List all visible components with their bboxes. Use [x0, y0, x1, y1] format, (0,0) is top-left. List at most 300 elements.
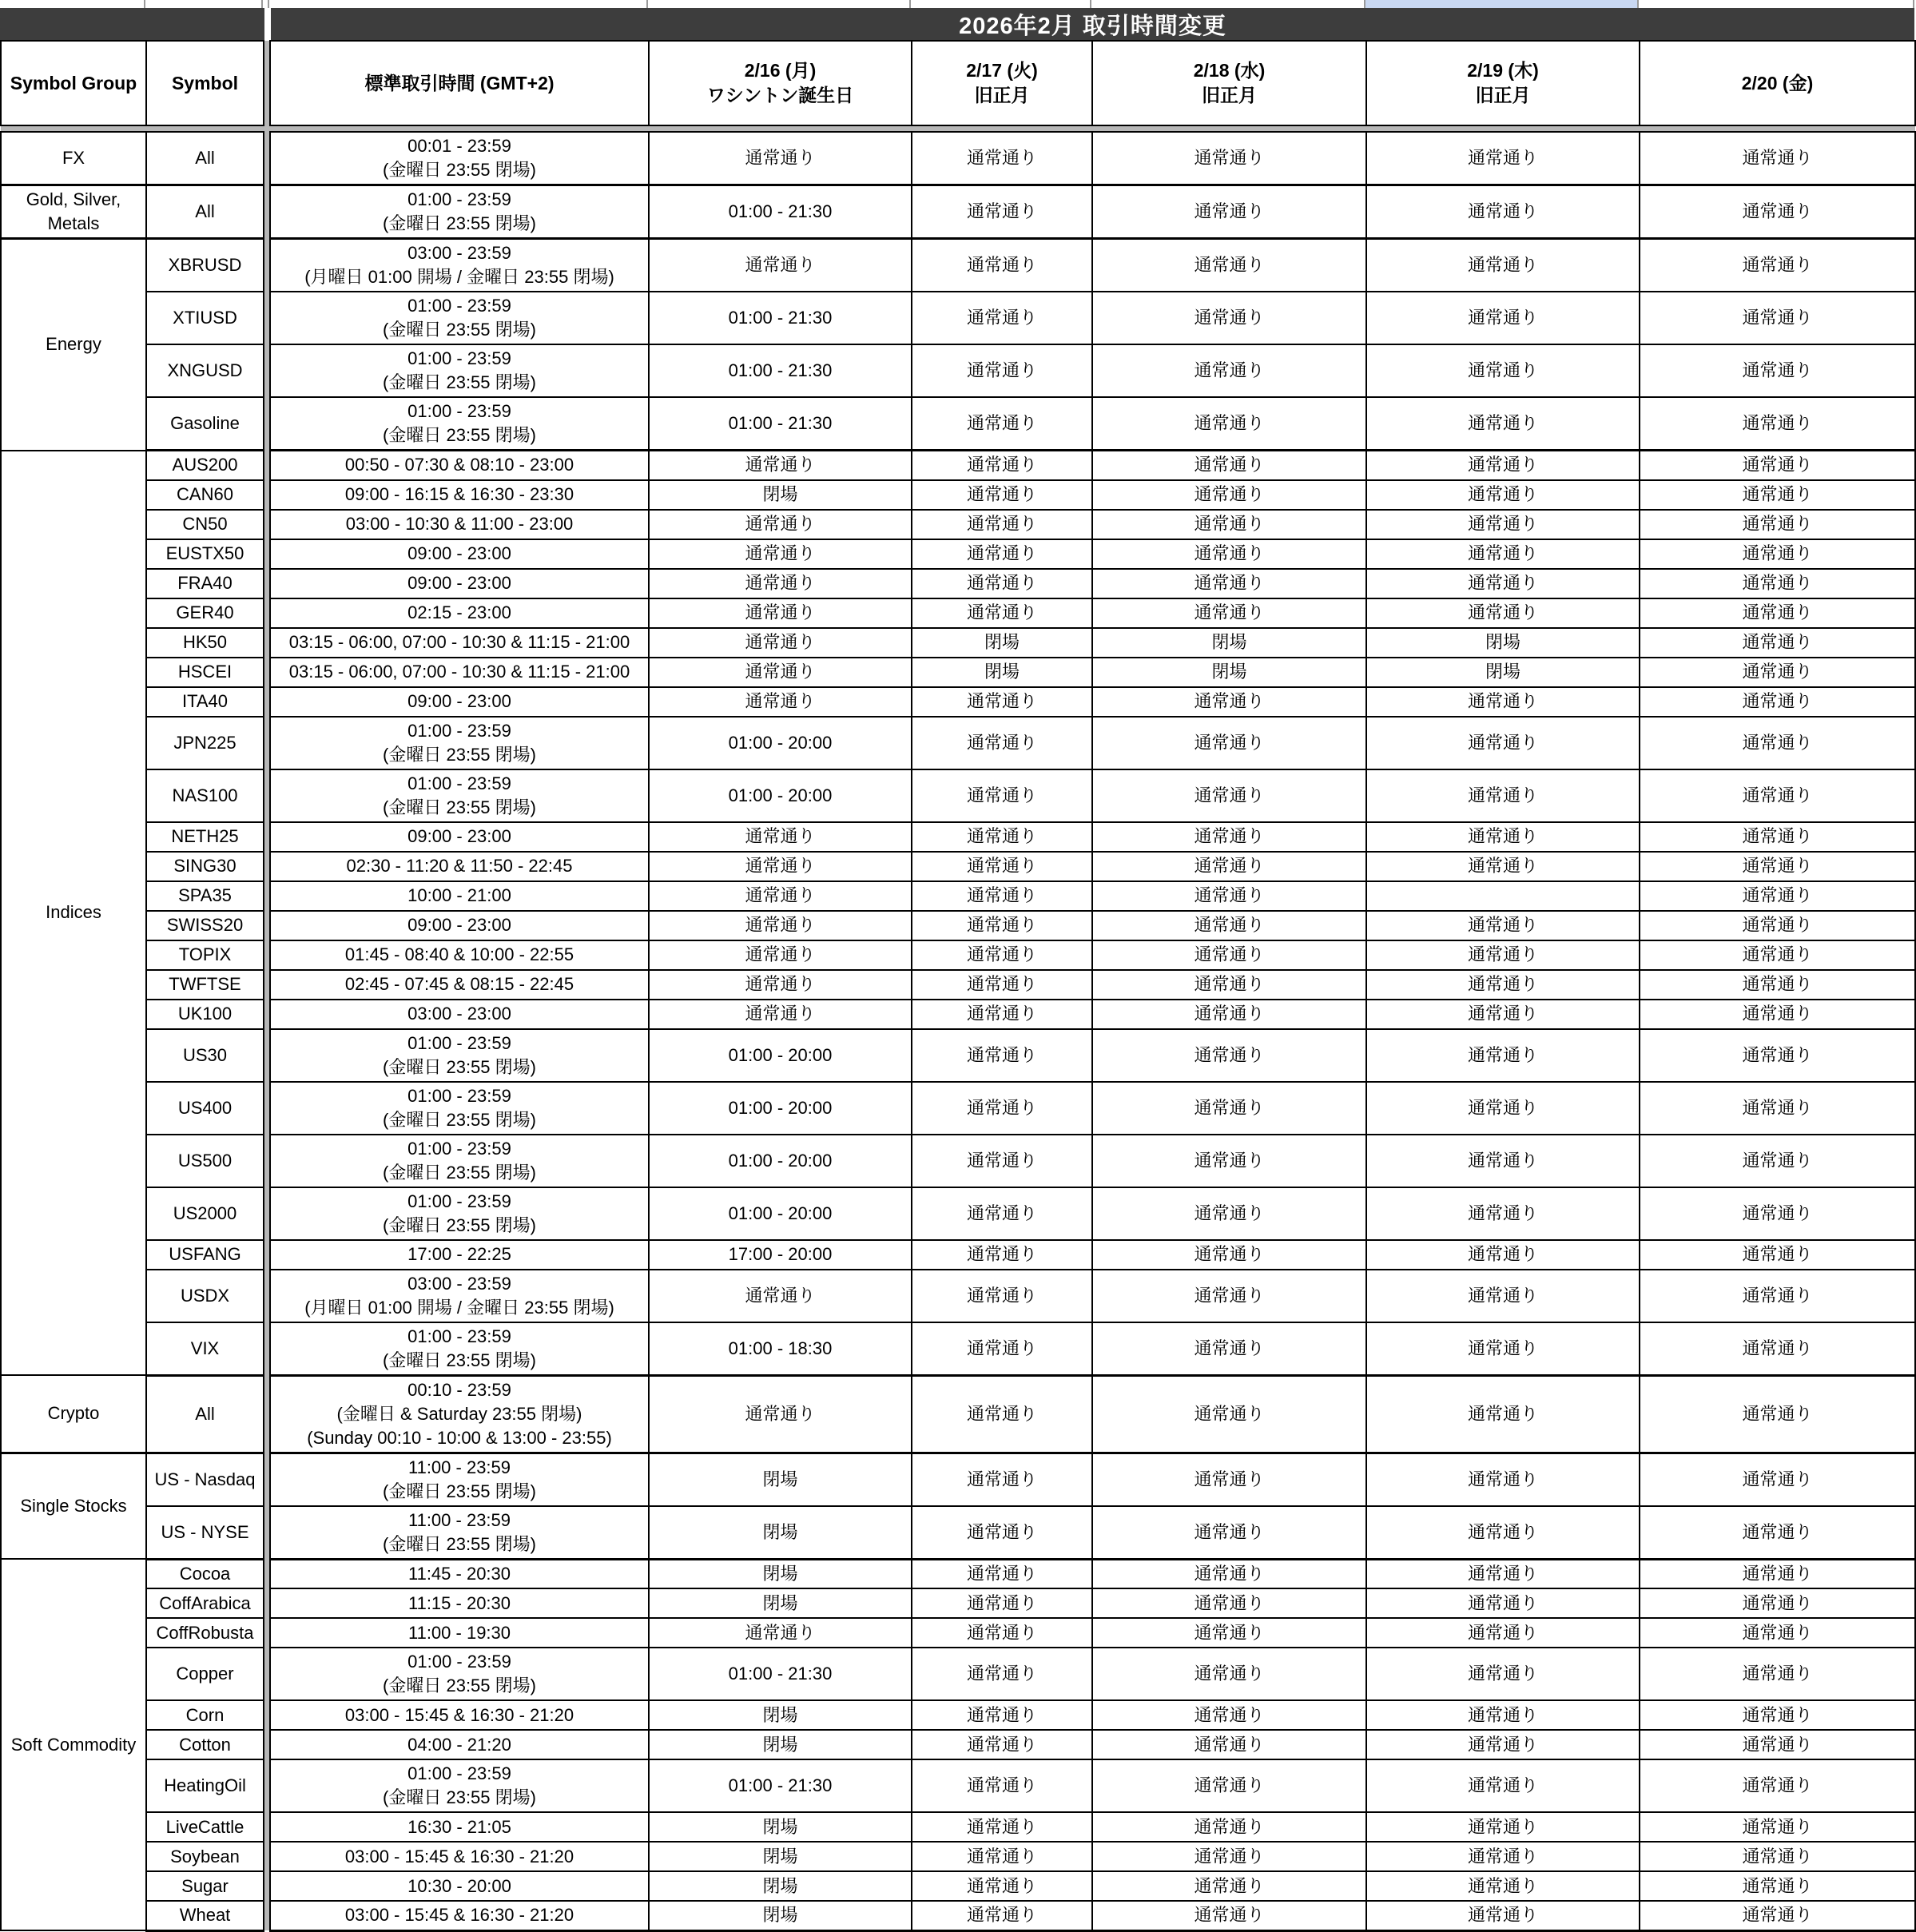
table-row: [1, 598, 1915, 628]
day-cell-2: 通常通り: [1092, 1082, 1366, 1135]
day-cell-1: 通常通り: [912, 1730, 1092, 1759]
day-cell-3: 通常通り: [1366, 769, 1640, 822]
day-cell-2: 通常通り: [1092, 687, 1366, 717]
day-cell-0: 閉場: [649, 1812, 912, 1842]
day-cell-3: 通常通り: [1366, 1240, 1640, 1270]
day-cell-3: 通常通り: [1366, 822, 1640, 852]
symbol-cell-sugar: Sugar: [146, 1871, 264, 1901]
day-cell-2: 通常通り: [1092, 1812, 1366, 1842]
table-row: [1, 852, 1915, 881]
symbol-cell-xbrusd: XBRUSD: [146, 239, 264, 292]
day-cell-3: 通常通り: [1366, 1270, 1640, 1322]
symbol-cell-cn50: CN50: [146, 510, 264, 539]
day-cell-2: 通常通り: [1092, 239, 1366, 292]
day-cell-4: 通常通り: [1640, 185, 1915, 239]
day-cell-3: 通常通り: [1366, 852, 1640, 881]
pane-divider-cell: [1640, 125, 1915, 132]
day-cell-1: 通常通り: [912, 292, 1092, 344]
day-cell-2: 通常通り: [1092, 1375, 1366, 1453]
table-row: [1, 569, 1915, 598]
day-cell-0: 通常通り: [649, 970, 912, 1000]
group-cell-soft-commodity: Soft Commodity: [1, 1559, 146, 1930]
day-cell-2: 通常通り: [1092, 1135, 1366, 1187]
standard-hours-cell: 02:45 - 07:45 & 08:15 - 22:45: [270, 970, 649, 1000]
standard-hours-cell: 09:00 - 23:00: [270, 911, 649, 940]
day-cell-0: 閉場: [649, 1871, 912, 1901]
col-header-symbol: Symbol: [146, 41, 264, 125]
day-cell-2: 通常通り: [1092, 132, 1366, 185]
day-cell-0: 01:00 - 20:00: [649, 1082, 912, 1135]
day-cell-3: 通常通り: [1366, 1842, 1640, 1871]
day-cell-4: 通常通り: [1640, 539, 1915, 569]
day-cell-3: 通常通り: [1366, 480, 1640, 510]
symbol-cell-aus200: AUS200: [146, 451, 264, 480]
day-cell-4: 通常通り: [1640, 1029, 1915, 1082]
vertical-pane-divider: [264, 1240, 270, 1270]
vertical-pane-divider: [264, 539, 270, 569]
vertical-pane-divider: [264, 239, 270, 292]
day-cell-0: 01:00 - 21:30: [649, 397, 912, 451]
day-cell-4: 通常通り: [1640, 1240, 1915, 1270]
vertical-pane-divider: [264, 1648, 270, 1700]
standard-hours-cell: 01:00 - 23:59 (金曜日 23:55 閉場): [270, 292, 649, 344]
day-cell-4: 通常通り: [1640, 1135, 1915, 1187]
day-cell-4: 通常通り: [1640, 852, 1915, 881]
col-header-day-0: 2/16 (月) ワシントン誕生日: [649, 41, 912, 125]
symbol-cell-xngusd: XNGUSD: [146, 344, 264, 397]
day-cell-2: 通常通り: [1092, 1588, 1366, 1618]
vertical-pane-divider: [264, 1871, 270, 1901]
day-cell-2: 通常通り: [1092, 717, 1366, 769]
vertical-pane-divider: [264, 397, 270, 451]
day-cell-1: 通常通り: [912, 239, 1092, 292]
day-cell-0: 17:00 - 20:00: [649, 1240, 912, 1270]
day-cell-3: 通常通り: [1366, 1506, 1640, 1560]
day-cell-2: 通常通り: [1092, 1000, 1366, 1029]
symbol-cell-corn: Corn: [146, 1700, 264, 1730]
day-cell-2: 閉場: [1092, 658, 1366, 687]
day-cell-1: 通常通り: [912, 1901, 1092, 1930]
vertical-pane-divider: [264, 185, 270, 239]
day-cell-1: 通常通り: [912, 1506, 1092, 1560]
strip-cell: [1639, 0, 1914, 8]
vertical-pane-divider: [264, 1812, 270, 1842]
trading-hours-table: [0, 40, 1916, 1932]
vertical-pane-divider: [264, 687, 270, 717]
day-cell-0: 閉場: [649, 1730, 912, 1759]
symbol-cell-us30: US30: [146, 1029, 264, 1082]
day-cell-3: 通常通り: [1366, 510, 1640, 539]
vertical-pane-divider: [264, 852, 270, 881]
symbol-cell-hk50: HK50: [146, 628, 264, 658]
day-cell-0: 01:00 - 20:00: [649, 1029, 912, 1082]
vertical-pane-divider: [264, 1000, 270, 1029]
day-cell-4: 通常通り: [1640, 292, 1915, 344]
day-cell-0: 01:00 - 21:30: [649, 292, 912, 344]
table-row: [1, 881, 1915, 911]
day-cell-1: 通常通り: [912, 852, 1092, 881]
day-cell-0: 通常通り: [649, 881, 912, 911]
standard-hours-cell: 01:00 - 23:59 (金曜日 23:55 閉場): [270, 1135, 649, 1187]
day-cell-3: 通常通り: [1366, 1453, 1640, 1506]
day-cell-2: 通常通り: [1092, 569, 1366, 598]
day-cell-2: 通常通り: [1092, 1270, 1366, 1322]
standard-hours-cell: 01:00 - 23:59 (金曜日 23:55 閉場): [270, 185, 649, 239]
vertical-pane-divider: [264, 41, 270, 125]
symbol-cell-ger40: GER40: [146, 598, 264, 628]
group-cell-energy: Energy: [1, 239, 146, 451]
standard-hours-cell: 11:45 - 20:30: [270, 1559, 649, 1588]
symbol-cell-us500: US500: [146, 1135, 264, 1187]
day-cell-2: 通常通り: [1092, 510, 1366, 539]
standard-hours-cell: 03:15 - 06:00, 07:00 - 10:30 & 11:15 - 21:00: [270, 628, 649, 658]
strip-cell: [1091, 0, 1365, 8]
symbol-cell-gasoline: Gasoline: [146, 397, 264, 451]
day-cell-2: 通常通り: [1092, 940, 1366, 970]
day-cell-1: 通常通り: [912, 769, 1092, 822]
standard-hours-cell: 11:15 - 20:30: [270, 1588, 649, 1618]
day-cell-0: 01:00 - 20:00: [649, 1135, 912, 1187]
standard-hours-cell: 01:45 - 08:40 & 10:00 - 22:55: [270, 940, 649, 970]
symbol-cell-twftse: TWFTSE: [146, 970, 264, 1000]
standard-hours-cell: 01:00 - 23:59 (金曜日 23:55 閉場): [270, 397, 649, 451]
day-cell-2: 通常通り: [1092, 344, 1366, 397]
vertical-pane-divider: [264, 1901, 270, 1930]
symbol-cell-us2000: US2000: [146, 1187, 264, 1240]
table-row: [1, 1322, 1915, 1376]
table-row: [1, 1135, 1915, 1187]
day-cell-2: 通常通り: [1092, 822, 1366, 852]
day-cell-2: 通常通り: [1092, 1506, 1366, 1560]
day-cell-4: 通常通り: [1640, 1812, 1915, 1842]
day-cell-2: 通常通り: [1092, 852, 1366, 881]
table-row: [1, 687, 1915, 717]
day-cell-0: 通常通り: [649, 451, 912, 480]
vertical-pane-divider: [264, 1506, 270, 1560]
day-cell-0: 閉場: [649, 1506, 912, 1560]
table-row: [1, 1842, 1915, 1871]
day-cell-2: 通常通り: [1092, 1842, 1366, 1871]
day-cell-3: 通常通り: [1366, 687, 1640, 717]
standard-hours-cell: 01:00 - 23:59 (金曜日 23:55 閉場): [270, 1082, 649, 1135]
day-cell-3: 通常通り: [1366, 1700, 1640, 1730]
table-row: [1, 1000, 1915, 1029]
standard-hours-cell: 10:00 - 21:00: [270, 881, 649, 911]
table-row: [1, 451, 1915, 480]
day-cell-1: 通常通り: [912, 1559, 1092, 1588]
table-row: [1, 1759, 1915, 1812]
standard-hours-cell: 00:50 - 07:30 & 08:10 - 23:00: [270, 451, 649, 480]
day-cell-4: 通常通り: [1640, 1453, 1915, 1506]
table-row: [1, 1812, 1915, 1842]
day-cell-3: 通常通り: [1366, 132, 1640, 185]
standard-hours-cell: 01:00 - 23:59 (金曜日 23:55 閉場): [270, 1759, 649, 1812]
table-row: [1, 510, 1915, 539]
day-cell-3: 通常通り: [1366, 1000, 1640, 1029]
standard-hours-cell: 09:00 - 16:15 & 16:30 - 23:30: [270, 480, 649, 510]
day-cell-2: 通常通り: [1092, 539, 1366, 569]
standard-hours-cell: 00:01 - 23:59 (金曜日 23:55 閉場): [270, 132, 649, 185]
day-cell-4: 通常通り: [1640, 239, 1915, 292]
day-cell-0: 01:00 - 20:00: [649, 769, 912, 822]
day-cell-1: 通常通り: [912, 598, 1092, 628]
vertical-pane-divider: [264, 822, 270, 852]
day-cell-2: 通常通り: [1092, 1730, 1366, 1759]
day-cell-4: 通常通り: [1640, 717, 1915, 769]
day-cell-3: 通常通り: [1366, 598, 1640, 628]
day-cell-4: 通常通り: [1640, 1506, 1915, 1560]
day-cell-0: 通常通り: [649, 598, 912, 628]
title-bar-left-block: [0, 8, 264, 40]
pane-divider-cell: [1366, 125, 1640, 132]
day-cell-1: 通常通り: [912, 1029, 1092, 1082]
day-cell-0: 閉場: [649, 1901, 912, 1930]
day-cell-0: 通常通り: [649, 628, 912, 658]
sheet-title: 2026年2月 取引時間変更: [271, 8, 1914, 40]
day-cell-3: 通常通り: [1366, 539, 1640, 569]
strip-cell: [145, 0, 263, 8]
table-row: [1, 539, 1915, 569]
day-cell-1: 通常通り: [912, 1842, 1092, 1871]
table-row: [1, 822, 1915, 852]
day-cell-2: 閉場: [1092, 628, 1366, 658]
symbol-cell-us400: US400: [146, 1082, 264, 1135]
standard-hours-cell: 01:00 - 23:59 (金曜日 23:55 閉場): [270, 717, 649, 769]
table-row: [1, 769, 1915, 822]
table-row: [1, 1240, 1915, 1270]
vertical-pane-divider: [264, 911, 270, 940]
symbol-cell-xtiusd: XTIUSD: [146, 292, 264, 344]
day-cell-2: 通常通り: [1092, 1871, 1366, 1901]
vertical-pane-divider: [264, 344, 270, 397]
table-row: [1, 1901, 1915, 1930]
day-cell-3: 通常通り: [1366, 1135, 1640, 1187]
day-cell-3: 通常通り: [1366, 1812, 1640, 1842]
vertical-pane-divider: [264, 132, 270, 185]
day-cell-2: 通常通り: [1092, 1187, 1366, 1240]
standard-hours-cell: 09:00 - 23:00: [270, 569, 649, 598]
vertical-pane-divider: [264, 1759, 270, 1812]
standard-hours-cell: 09:00 - 23:00: [270, 539, 649, 569]
standard-hours-cell: 01:00 - 23:59 (金曜日 23:55 閉場): [270, 1648, 649, 1700]
table-row: [1, 717, 1915, 769]
standard-hours-cell: 11:00 - 19:30: [270, 1618, 649, 1648]
day-cell-0: 通常通り: [649, 911, 912, 940]
day-cell-4: 通常通り: [1640, 132, 1915, 185]
day-cell-1: 通常通り: [912, 1135, 1092, 1187]
day-cell-0: 01:00 - 21:30: [649, 1759, 912, 1812]
day-cell-1: 通常通り: [912, 822, 1092, 852]
day-cell-1: 通常通り: [912, 687, 1092, 717]
day-cell-2: 通常通り: [1092, 451, 1366, 480]
day-cell-1: 通常通り: [912, 1000, 1092, 1029]
col-header-day-2: 2/18 (水) 旧正月: [1092, 41, 1366, 125]
day-cell-3: 通常通り: [1366, 1082, 1640, 1135]
day-cell-2: 通常通り: [1092, 881, 1366, 911]
vertical-pane-divider: [264, 1322, 270, 1376]
table-row: [1, 1029, 1915, 1082]
symbol-cell-usdx: USDX: [146, 1270, 264, 1322]
table-row: [1, 1648, 1915, 1700]
day-cell-2: 通常通り: [1092, 769, 1366, 822]
vertical-pane-divider: [264, 1588, 270, 1618]
day-cell-0: 通常通り: [649, 132, 912, 185]
pane-divider-row: [1, 125, 1915, 132]
vertical-pane-divider: [264, 881, 270, 911]
day-cell-4: 通常通り: [1640, 1730, 1915, 1759]
day-cell-3: 通常通り: [1366, 1618, 1640, 1648]
symbol-cell-cocoa: Cocoa: [146, 1559, 264, 1588]
vertical-pane-divider: [264, 970, 270, 1000]
day-cell-3: 通常通り: [1366, 1375, 1640, 1453]
group-cell-crypto: Crypto: [1, 1375, 146, 1453]
frozen-pane-gap: [264, 8, 271, 40]
day-cell-4: 通常通り: [1640, 1700, 1915, 1730]
day-cell-4: 通常通り: [1640, 598, 1915, 628]
strip-cell: [0, 0, 145, 8]
pane-divider-cell: [146, 125, 264, 132]
day-cell-3: 通常通り: [1366, 1588, 1640, 1618]
day-cell-4: 通常通り: [1640, 1322, 1915, 1376]
table-row: [1, 185, 1915, 239]
group-cell-fx: FX: [1, 132, 146, 185]
table-row: [1, 1187, 1915, 1240]
vertical-pane-divider: [264, 1270, 270, 1322]
day-cell-1: 通常通り: [912, 451, 1092, 480]
day-cell-2: 通常通り: [1092, 970, 1366, 1000]
day-cell-2: 通常通り: [1092, 1240, 1366, 1270]
day-cell-4: 通常通り: [1640, 658, 1915, 687]
vertical-pane-divider: [264, 940, 270, 970]
day-cell-1: 通常通り: [912, 881, 1092, 911]
day-cell-4: 通常通り: [1640, 1000, 1915, 1029]
day-cell-3: 通常通り: [1366, 940, 1640, 970]
symbol-cell-neth25: NETH25: [146, 822, 264, 852]
symbol-cell-copper: Copper: [146, 1648, 264, 1700]
vertical-pane-divider: [264, 628, 270, 658]
day-cell-1: 通常通り: [912, 1375, 1092, 1453]
symbol-cell-wheat: Wheat: [146, 1901, 264, 1930]
day-cell-0: 通常通り: [649, 1618, 912, 1648]
day-cell-1: 通常通り: [912, 717, 1092, 769]
day-cell-4: 通常通り: [1640, 510, 1915, 539]
day-cell-0: 通常通り: [649, 569, 912, 598]
day-cell-1: 通常通り: [912, 1453, 1092, 1506]
symbol-cell-can60: CAN60: [146, 480, 264, 510]
day-cell-1: 通常通り: [912, 1812, 1092, 1842]
day-cell-0: 01:00 - 21:30: [649, 344, 912, 397]
day-cell-3: 通常通り: [1366, 1901, 1640, 1930]
day-cell-1: 通常通り: [912, 1588, 1092, 1618]
day-cell-3: 通常通り: [1366, 397, 1640, 451]
day-cell-0: 01:00 - 21:30: [649, 1648, 912, 1700]
day-cell-4: 通常通り: [1640, 1559, 1915, 1588]
vertical-pane-divider: [264, 1618, 270, 1648]
day-cell-4: 通常通り: [1640, 1759, 1915, 1812]
day-cell-2: 通常通り: [1092, 1700, 1366, 1730]
day-cell-2: 通常通り: [1092, 1759, 1366, 1812]
table-row: [1, 132, 1915, 185]
standard-hours-cell: 03:00 - 23:00: [270, 1000, 649, 1029]
day-cell-3: 通常通り: [1366, 451, 1640, 480]
standard-hours-cell: 03:00 - 15:45 & 16:30 - 21:20: [270, 1901, 649, 1930]
table-row: [1, 940, 1915, 970]
day-cell-4: 通常通り: [1640, 1588, 1915, 1618]
day-cell-2: 通常通り: [1092, 1453, 1366, 1506]
symbol-cell-hscei: HSCEI: [146, 658, 264, 687]
day-cell-3: 通常通り: [1366, 970, 1640, 1000]
symbol-cell-heatingoil: HeatingOil: [146, 1759, 264, 1812]
day-cell-0: 閉場: [649, 1453, 912, 1506]
day-cell-1: 通常通り: [912, 970, 1092, 1000]
standard-hours-cell: 00:10 - 23:59 (金曜日 & Saturday 23:55 閉場) (Sunday 00:10 - 10:00 & 13:00 - 23:55): [270, 1375, 649, 1453]
standard-hours-cell: 01:00 - 23:59 (金曜日 23:55 閉場): [270, 1322, 649, 1376]
day-cell-1: 通常通り: [912, 480, 1092, 510]
symbol-cell-usfang: USFANG: [146, 1240, 264, 1270]
day-cell-0: 閉場: [649, 1588, 912, 1618]
table-row: [1, 658, 1915, 687]
vertical-pane-divider: [264, 1842, 270, 1871]
day-cell-0: 通常通り: [649, 239, 912, 292]
day-cell-4: 通常通り: [1640, 1842, 1915, 1871]
vertical-pane-divider: [264, 1700, 270, 1730]
day-cell-1: 通常通り: [912, 1187, 1092, 1240]
symbol-cell-soybean: Soybean: [146, 1842, 264, 1871]
day-cell-4: 通常通り: [1640, 451, 1915, 480]
vertical-pane-divider: [264, 1029, 270, 1082]
table-row: [1, 1270, 1915, 1322]
symbol-cell-fra40: FRA40: [146, 569, 264, 598]
strip-pane-gap: [263, 0, 269, 8]
table-row: [1, 292, 1915, 344]
day-cell-0: 通常通り: [649, 687, 912, 717]
day-cell-4: 通常通り: [1640, 940, 1915, 970]
symbol-cell-topix: TOPIX: [146, 940, 264, 970]
vertical-pane-divider: [264, 1135, 270, 1187]
col-header-day-4: 2/20 (金): [1640, 41, 1915, 125]
day-cell-2: 通常通り: [1092, 397, 1366, 451]
day-cell-2: 通常通り: [1092, 292, 1366, 344]
day-cell-2: 通常通り: [1092, 1029, 1366, 1082]
table-row: [1, 1506, 1915, 1560]
day-cell-1: 閉場: [912, 628, 1092, 658]
symbol-cell-coffarabica: CoffArabica: [146, 1588, 264, 1618]
day-cell-0: 01:00 - 20:00: [649, 717, 912, 769]
symbol-cell-swiss20: SWISS20: [146, 911, 264, 940]
day-cell-4: 通常通り: [1640, 881, 1915, 911]
day-cell-1: 通常通り: [912, 1648, 1092, 1700]
vertical-pane-divider: [264, 1082, 270, 1135]
day-cell-0: 通常通り: [649, 1000, 912, 1029]
symbol-cell-uk100: UK100: [146, 1000, 264, 1029]
day-cell-2: 通常通り: [1092, 1618, 1366, 1648]
day-cell-2: 通常通り: [1092, 1559, 1366, 1588]
day-cell-4: 通常通り: [1640, 480, 1915, 510]
vertical-pane-divider: [264, 292, 270, 344]
symbol-cell-all: All: [146, 132, 264, 185]
standard-hours-cell: 09:00 - 23:00: [270, 687, 649, 717]
strip-cell: [1365, 0, 1639, 8]
vertical-pane-divider: [264, 658, 270, 687]
day-cell-1: 通常通り: [912, 940, 1092, 970]
pane-divider-cell: [270, 125, 649, 132]
day-cell-4: 通常通り: [1640, 769, 1915, 822]
day-cell-2: 通常通り: [1092, 1322, 1366, 1376]
day-cell-1: 通常通り: [912, 1700, 1092, 1730]
symbol-cell-cotton: Cotton: [146, 1730, 264, 1759]
day-cell-0: 01:00 - 20:00: [649, 1187, 912, 1240]
symbol-cell-coffrobusta: CoffRobusta: [146, 1618, 264, 1648]
